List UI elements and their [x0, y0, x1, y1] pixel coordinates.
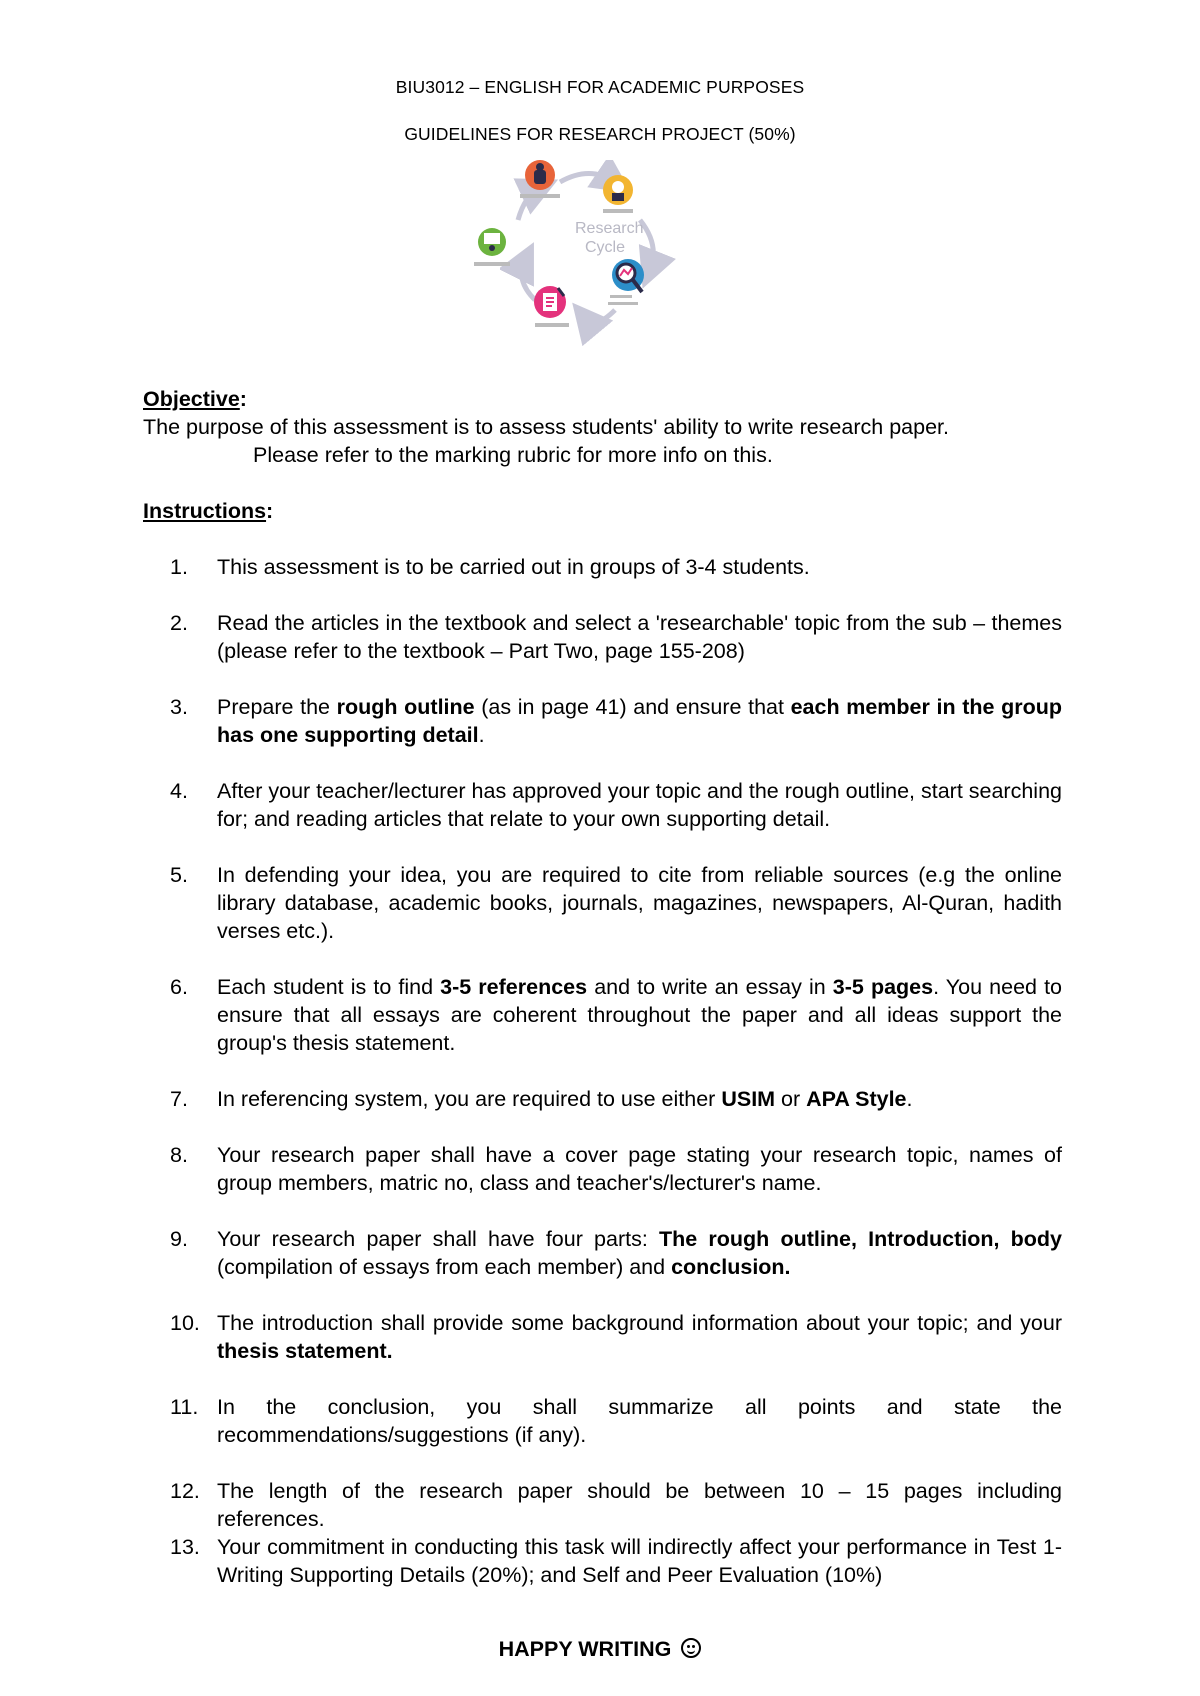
magnifier-chart-icon: [612, 259, 644, 292]
objective-heading: [143, 385, 247, 413]
list-item-number: 11.: [170, 1395, 199, 1419]
list-item-number: 12.: [170, 1479, 200, 1503]
list-item-number: 2.: [170, 611, 188, 635]
question-person-icon: [525, 160, 555, 190]
closing-text: HAPPY WRITING: [498, 1637, 672, 1661]
list-item-number: 3.: [170, 695, 188, 719]
list-item-number: 7.: [170, 1087, 188, 1111]
list-item-text: Each student is to find 3-5 references and to write an essay in 3-5 pages. You need to ensure that all essays are coherent throughout the paper and all ideas support the group's thesis statement.: [217, 975, 1063, 1055]
instructions-heading: [143, 497, 273, 525]
list-item-text: This assessment is to be carried out in groups of 3-4 students.: [217, 555, 810, 579]
instructions-colon: :: [266, 499, 274, 523]
research-cycle-graphic: [500, 160, 710, 360]
list-item-number: 1.: [170, 555, 188, 579]
cycle-center-label: Research: [575, 220, 644, 237]
closing-message: [0, 1635, 1200, 1663]
list-item-number: 8.: [170, 1143, 188, 1167]
document-subtitle: GUIDELINES FOR RESEARCH PROJECT (50%): [404, 124, 796, 144]
smiley-icon: [681, 1638, 701, 1658]
list-item-text: In the conclusion, you shall summarize all points and state the recommendations/suggestions (if any).: [217, 1395, 1062, 1447]
cycle-arc: [585, 310, 615, 323]
list-item-text: The introduction shall provide some background information about your topic; and your thesis statement.: [217, 1311, 1062, 1363]
instructions-title: Instructions: [143, 499, 267, 523]
list-item-text: Your research paper shall have a cover page stating your research topic, names of group members, matric no, class and teacher's/lecturer's name.: [217, 1143, 1062, 1195]
objective-text-line2: Please refer to the marking rubric for more info on this.: [253, 443, 773, 467]
list-item-number: 6.: [170, 975, 188, 999]
list-item-text: After your teacher/lecturer has approved your topic and the rough outline, start searching for; and reading articles that relate to your own supporting detail.: [217, 779, 1062, 831]
objective-title: Objective: [143, 387, 240, 411]
list-item-text: In defending your idea, you are required to cite from reliable sources (e.g the online library database, academic books, journals, magazines, newspapers, Al-Quran, hadith verses etc.).: [217, 863, 1062, 943]
cycle-arc: [518, 188, 540, 220]
presentation-icon: [478, 228, 506, 256]
list-item-text: Prepare the rough outline (as in page 41) and ensure that each member in the group has one supporting detail.: [217, 695, 1062, 747]
document-pen-icon: [534, 286, 566, 318]
list-item-number: 13.: [170, 1535, 200, 1559]
cycle-center-label: Cycle: [585, 239, 626, 256]
list-item-text: In referencing system, you are required to use either USIM or APA Style.: [217, 1087, 913, 1111]
list-item-text: Read the articles in the textbook and select a 'researchable' topic from the sub – themes (please refer to the textbook – Part Two, page 155-208): [217, 611, 1062, 663]
objective-text-line1: The purpose of this assessment is to assess students' ability to write research paper.: [143, 415, 949, 439]
list-item-number: 10.: [170, 1311, 200, 1335]
objective-colon: :: [239, 387, 247, 411]
cycle-arc: [522, 260, 535, 300]
list-item-number: 5.: [170, 863, 188, 887]
list-item-text: Your commitment in conducting this task will indirectly affect your performance in Test 1-Writing Supporting Details (20%); and Self and Peer Evaluation (10%): [217, 1535, 1062, 1587]
list-item-number: 4.: [170, 779, 188, 803]
lightbulb-person-icon: [603, 175, 633, 205]
list-item-text: Your research paper shall have four parts: The rough outline, Introduction, body (compilation of essays from each member) and conclusion.: [217, 1227, 1062, 1279]
list-item-number: 9.: [170, 1227, 188, 1251]
course-title: BIU3012 – ENGLISH FOR ACADEMIC PURPOSES: [395, 77, 805, 97]
presentation-node: [468, 220, 518, 290]
list-item-text: The length of the research paper should be between 10 – 15 pages including references.: [217, 1479, 1062, 1531]
